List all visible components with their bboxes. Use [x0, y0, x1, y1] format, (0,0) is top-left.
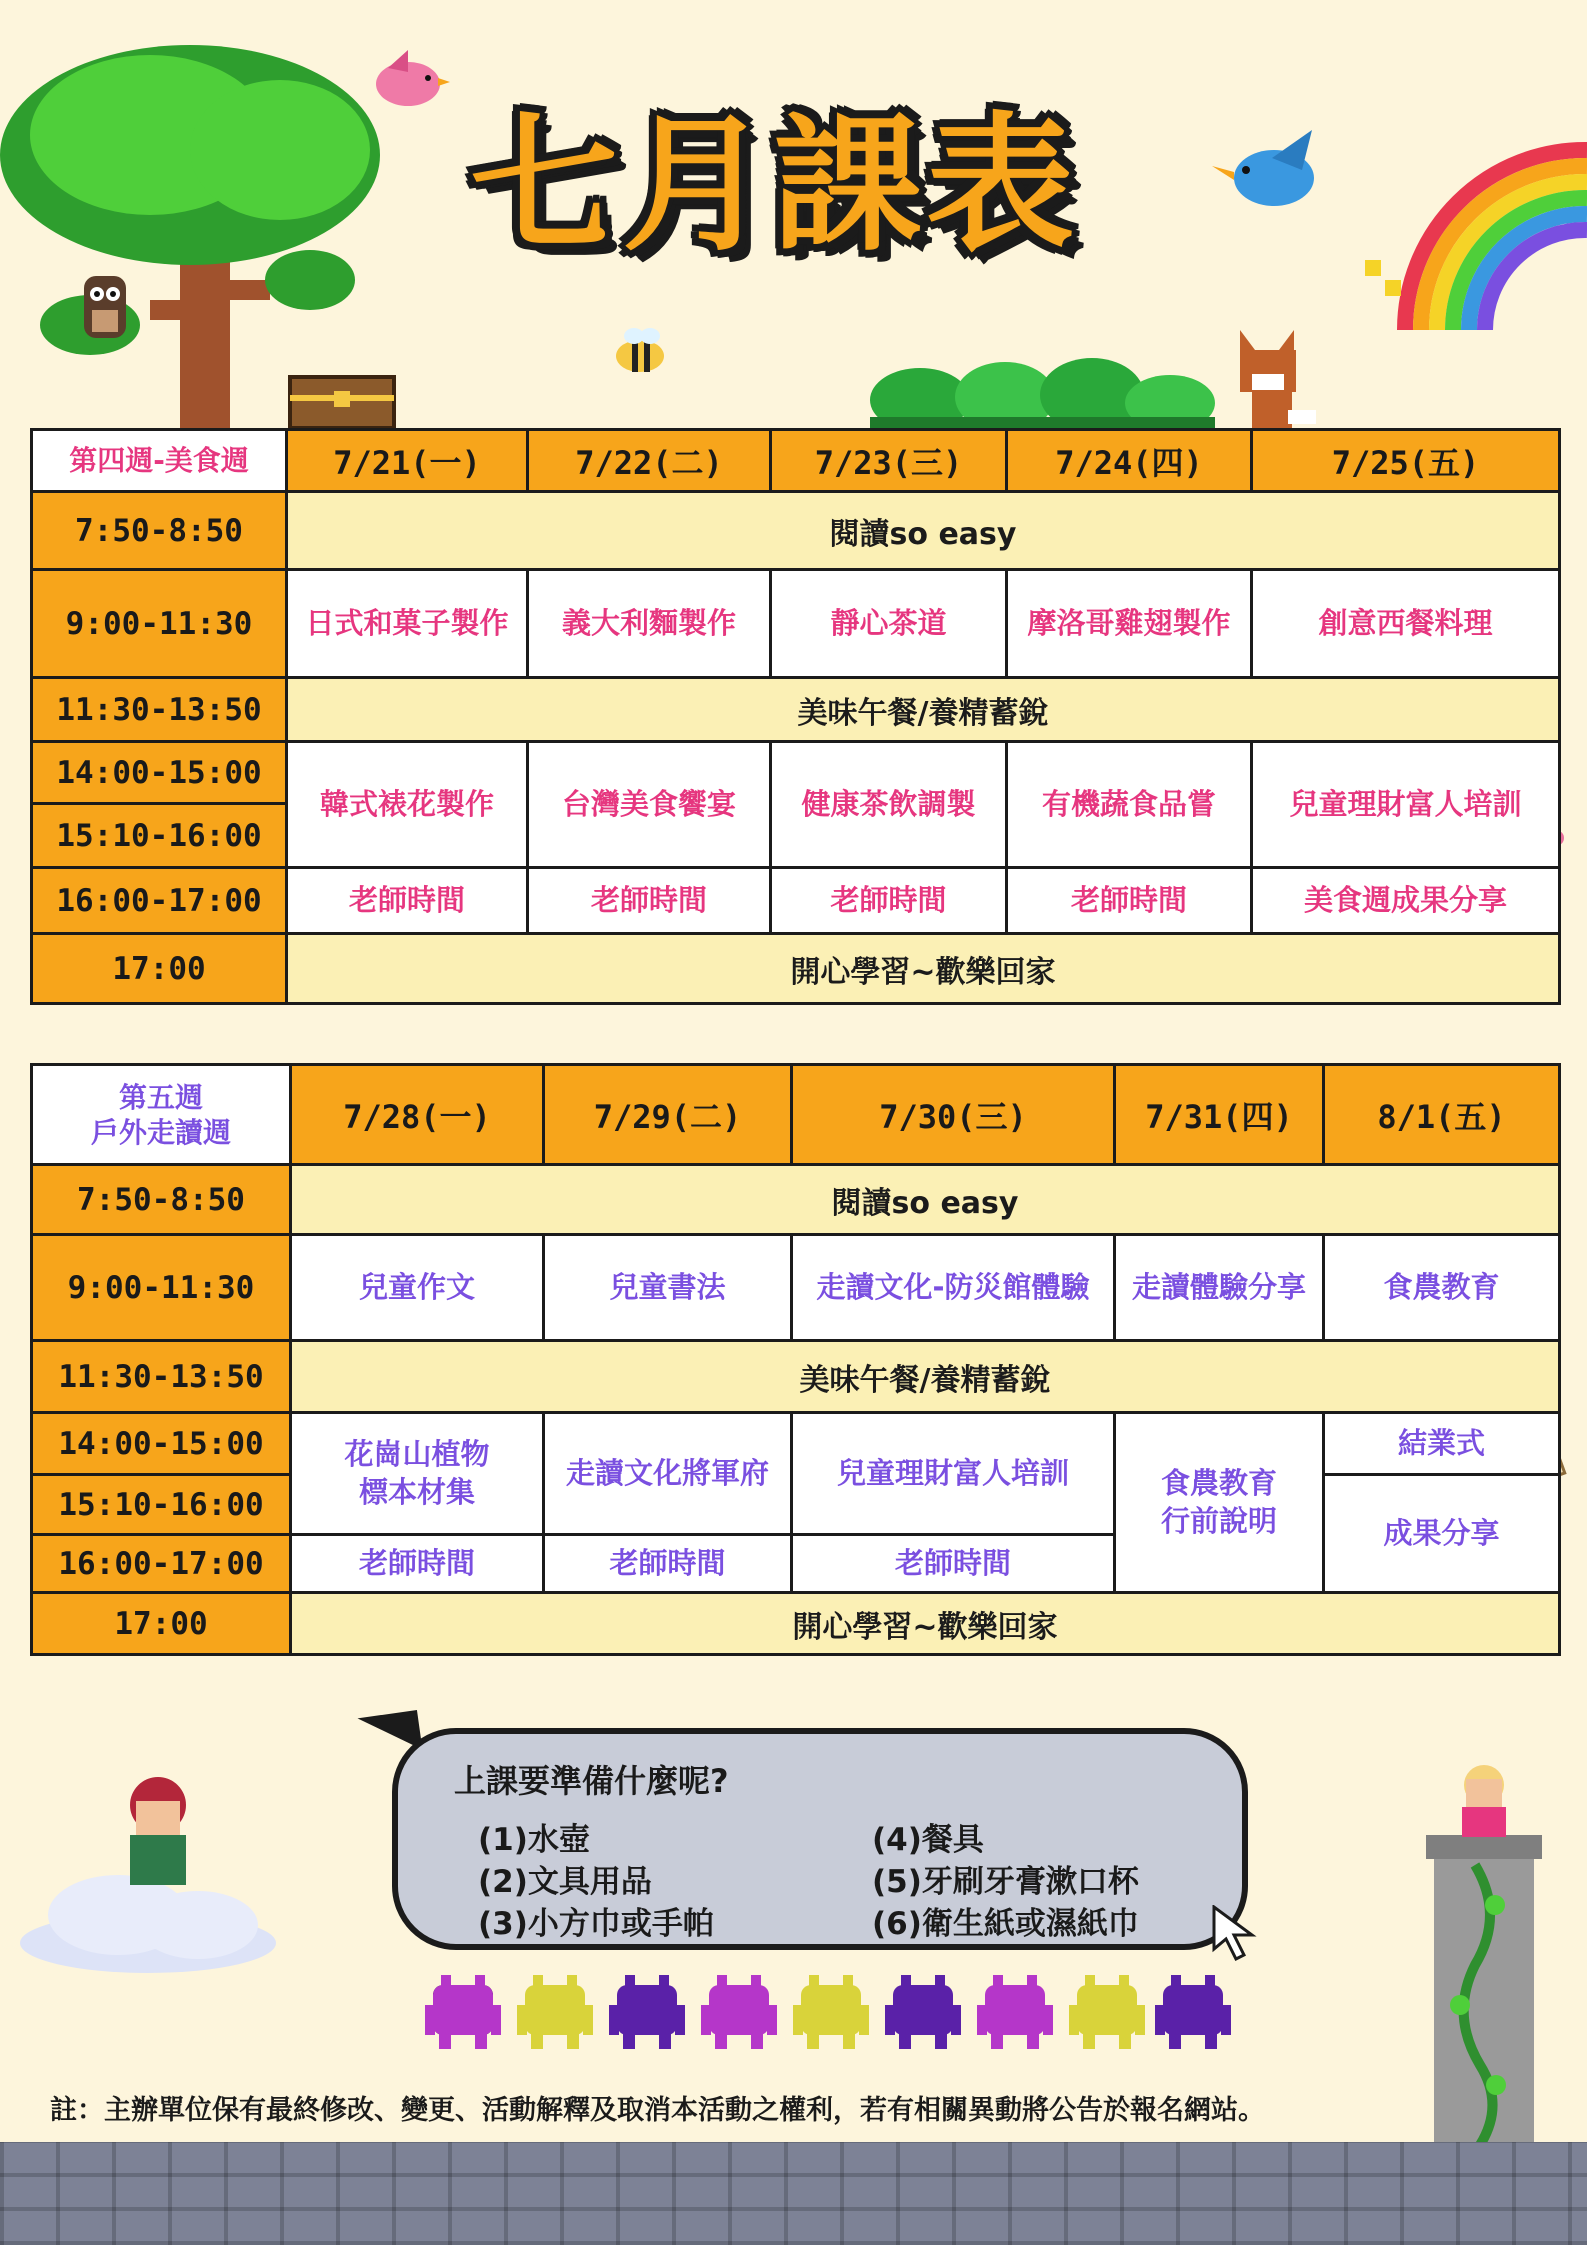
time-slot: 9:00-11:30 — [32, 570, 287, 678]
class-cell: 兒童理財富人培訓 — [1252, 742, 1560, 868]
lunch-block: 美味午餐/養精蓄銳 — [291, 1341, 1560, 1413]
class-cell: 老師時間 — [544, 1535, 792, 1593]
week5-schedule-table — [30, 1063, 1561, 1656]
class-cell — [291, 1413, 544, 1535]
class-cell: 兒童理財富人培訓 — [792, 1413, 1115, 1535]
time-slot: 17:00 — [32, 1593, 291, 1655]
class-cell-line1: 食農教育 — [1160, 1465, 1277, 1500]
class-cell: 老師時間 — [1007, 868, 1252, 934]
class-cell: 靜心茶道 — [771, 570, 1007, 678]
footnote: 註：主辦單位保有最終修改、變更、活動解釋及取消本活動之權利，若有相關異動將公告於報名網站。 — [50, 2095, 1265, 2126]
owl-icon — [80, 270, 130, 342]
class-cell: 摩洛哥雞翅製作 — [1007, 570, 1252, 678]
girl-on-cloud-icon — [18, 1775, 283, 1975]
class-cell — [1115, 1413, 1324, 1593]
time-slot: 17:00 — [32, 934, 287, 1004]
class-cell: 老師時間 — [792, 1535, 1115, 1593]
blue-bird-icon — [1212, 130, 1322, 215]
time-slot: 9:00-11:30 — [32, 1235, 291, 1341]
week4-label: 第四週-美食週 — [32, 430, 287, 492]
week4-schedule-table — [30, 428, 1561, 1005]
time-slot: 11:30-13:50 — [32, 1341, 291, 1413]
day-header: 7/30(三) — [792, 1065, 1115, 1165]
class-cell: 兒童書法 — [544, 1235, 792, 1341]
class-cell: 韓式裱花製作 — [287, 742, 528, 868]
class-cell: 成果分享 — [1324, 1475, 1560, 1593]
class-cell: 走讀體驗分享 — [1115, 1235, 1324, 1341]
pixel-tree-icon — [0, 40, 400, 430]
class-cell-line2: 標本材集 — [358, 1474, 475, 1509]
day-header: 7/22(二) — [528, 430, 771, 492]
class-cell: 創意西餐料理 — [1252, 570, 1560, 678]
prepare-item: (3)小方巾或手帕 — [478, 1906, 714, 1942]
prepare-item: (5)牙刷牙膏漱口杯 — [872, 1864, 1139, 1900]
home-block: 開心學習~歡樂回家 — [291, 1593, 1560, 1655]
class-cell: 美食週成果分享 — [1252, 868, 1560, 934]
fox-icon — [1232, 330, 1317, 430]
prepare-speech-bubble — [392, 1728, 1248, 1950]
class-cell: 義大利麵製作 — [528, 570, 771, 678]
class-cell: 食農教育 — [1324, 1235, 1560, 1341]
class-cell: 走讀文化將軍府 — [544, 1413, 792, 1535]
day-header: 7/29(二) — [544, 1065, 792, 1165]
bush-icon — [870, 355, 1215, 430]
class-cell-line2: 行前說明 — [1160, 1503, 1277, 1538]
time-slot: 14:00-15:00 — [32, 742, 287, 804]
class-cell: 兒童作文 — [291, 1235, 544, 1341]
time-slot: 16:00-17:00 — [32, 868, 287, 934]
reading-block: 閱讀so easy — [291, 1165, 1560, 1235]
time-slot: 15:10-16:00 — [32, 1475, 291, 1535]
class-cell: 日式和菓子製作 — [287, 570, 528, 678]
class-cell: 健康茶飲調製 — [771, 742, 1007, 868]
day-header: 7/23(三) — [771, 430, 1007, 492]
princess-tower-icon — [1420, 1755, 1545, 2145]
class-cell: 走讀文化-防災館體驗 — [792, 1235, 1115, 1341]
treasure-chest-icon — [288, 375, 396, 430]
time-slot: 7:50-8:50 — [32, 492, 287, 570]
class-cell-line1: 花崗山植物 — [344, 1436, 490, 1471]
day-header: 7/28(一) — [291, 1065, 544, 1165]
prepare-item: (2)文具用品 — [478, 1864, 652, 1900]
class-cell: 結業式 — [1324, 1413, 1560, 1475]
prepare-item: (1)水壺 — [478, 1822, 590, 1858]
bee-icon — [610, 328, 668, 374]
home-block: 開心學習~歡樂回家 — [287, 934, 1560, 1004]
stone-ground — [0, 2142, 1587, 2245]
day-header: 7/31(四) — [1115, 1065, 1324, 1165]
day-header: 8/1(五) — [1324, 1065, 1560, 1165]
cursor-icon — [1212, 1905, 1258, 1961]
time-slot: 7:50-8:50 — [32, 1165, 291, 1235]
time-slot: 15:10-16:00 — [32, 804, 287, 868]
prepare-item: (6)衛生紙或濕紙巾 — [872, 1906, 1139, 1942]
time-slot: 14:00-15:00 — [32, 1413, 291, 1475]
week5-label — [32, 1065, 291, 1165]
class-cell: 老師時間 — [291, 1535, 544, 1593]
class-cell: 有機蔬食品嘗 — [1007, 742, 1252, 868]
rainbow-icon — [1365, 90, 1587, 330]
reading-block: 閱讀so easy — [287, 492, 1560, 570]
day-header: 7/25(五) — [1252, 430, 1560, 492]
time-slot: 11:30-13:50 — [32, 678, 287, 742]
prepare-item: (4)餐具 — [872, 1822, 984, 1858]
pink-bird-icon — [368, 48, 450, 112]
prepare-heading: 上課要準備什麼呢? — [454, 1762, 729, 1800]
week5-label-line1: 第五週 — [118, 1080, 203, 1114]
week5-label-line2: 戶外走讀週 — [90, 1115, 231, 1149]
class-cell: 老師時間 — [528, 868, 771, 934]
space-invader-icon — [425, 1975, 1235, 2055]
day-header: 7/21(一) — [287, 430, 528, 492]
class-cell: 台灣美食饗宴 — [528, 742, 771, 868]
page-title: 七月課表 — [470, 99, 1078, 271]
class-cell: 老師時間 — [771, 868, 1007, 934]
class-cell: 老師時間 — [287, 868, 528, 934]
lunch-block: 美味午餐/養精蓄銳 — [287, 678, 1560, 742]
day-header: 7/24(四) — [1007, 430, 1252, 492]
time-slot: 16:00-17:00 — [32, 1535, 291, 1593]
